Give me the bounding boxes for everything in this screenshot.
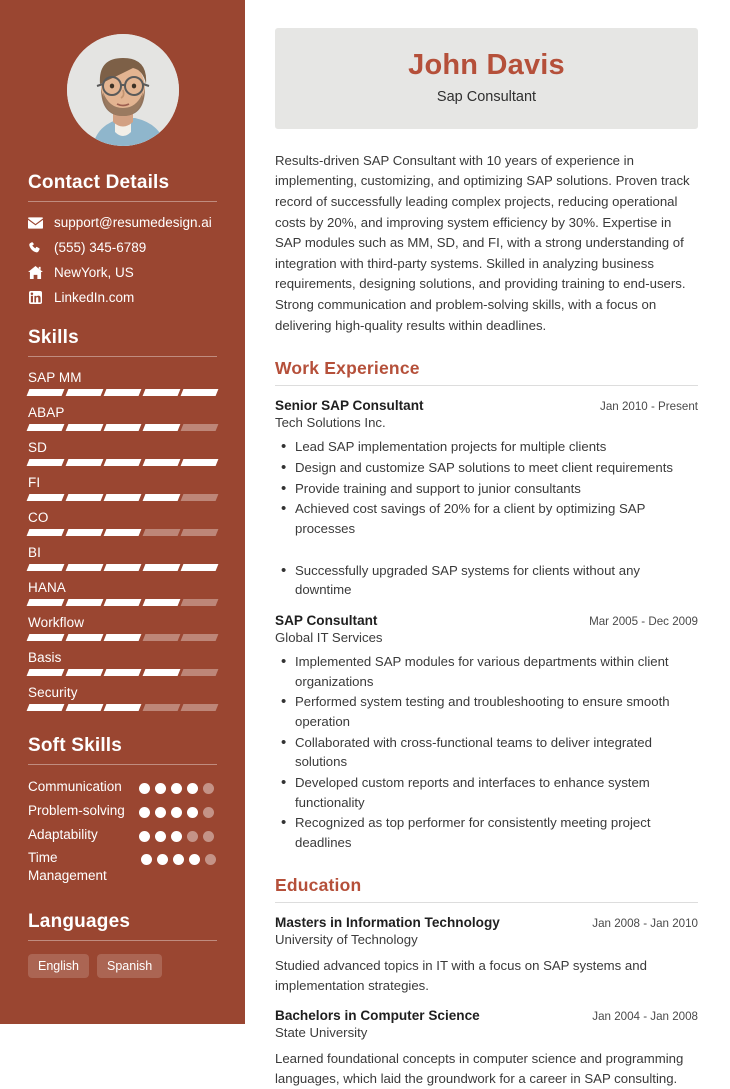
skill-bar-segment — [104, 599, 141, 606]
skill-bar-segment — [65, 669, 102, 676]
skill-bar-segment — [65, 634, 102, 641]
section-divider — [28, 940, 217, 941]
skill-row — [28, 405, 217, 431]
skill-bar-segment — [27, 494, 64, 501]
skill-row — [28, 510, 217, 536]
section-divider — [28, 764, 217, 765]
skill-level-bars — [28, 599, 217, 606]
soft-skill-dot — [139, 783, 150, 794]
page-title: John Davis — [408, 49, 565, 81]
soft-skill-row — [28, 826, 217, 844]
job-role-subtitle: Sap Consultant — [436, 88, 537, 105]
professional-summary: Results-driven SAP Consultant with 10 years of experience in implementing, customizing, and optimizing SAP solutions. Proven track record of successfully leading complex projects, reducing operational costs by 20%, and improving system efficiency by 30%. Expertise in SAP modules such as MM, SD, and FI, with a strong understanding of integration with third-party systems. Skilled in analyzing business requirements, designing solutions, and providing training to end-users. Strong communication and problem-solving skills, with a focus on delivering high-quality results within deadlines. — [275, 152, 690, 333]
contact-linkedin-text: LinkedIn.com — [54, 290, 135, 305]
work-bullet-item: • Design and customize SAP solutions to meet client requirements — [275, 458, 698, 478]
work-entry-title: SAP Consultant — [275, 612, 378, 628]
skill-bar-segment — [104, 529, 141, 536]
education-entry-institution: State University — [275, 1024, 368, 1040]
soft-skill-dot — [173, 854, 184, 865]
bullet-group-spacer — [275, 540, 698, 554]
education-entry-institution: University of Technology — [275, 931, 418, 947]
work-entry-date: Jan 2010 - Present — [600, 400, 698, 414]
skill-row — [28, 440, 217, 466]
work-entry-organization: Global IT Services — [275, 629, 383, 645]
sidebar — [0, 0, 245, 1024]
contact-item-linkedin[interactable] — [28, 290, 217, 305]
skill-bar-segment — [142, 634, 179, 641]
skill-name: Security — [28, 685, 78, 700]
skill-bar-segment — [142, 494, 179, 501]
skill-bar-segment — [104, 704, 141, 711]
section-divider — [28, 356, 217, 357]
work-bullet-item: • Achieved cost savings of 20% for a client by optimizing SAP processes — [275, 499, 698, 538]
contact-location-text: NewYork, US — [54, 265, 134, 280]
work-entry-header — [275, 613, 698, 628]
skill-bar-segment — [104, 669, 141, 676]
soft-skill-dot — [171, 807, 182, 818]
education-entry-date: Jan 2004 - Jan 2008 — [592, 1009, 698, 1023]
skill-bar-segment — [181, 564, 218, 571]
skill-bar-segment — [27, 669, 64, 676]
work-bullet-item: • Collaborated with cross-functional teams to deliver integrated solutions — [275, 733, 698, 772]
soft-skill-dot — [203, 807, 214, 818]
skill-name: FI — [28, 475, 41, 490]
soft-skill-dot — [187, 807, 198, 818]
skill-bar-segment — [27, 424, 64, 431]
contact-list — [28, 215, 217, 305]
soft-skill-name: Adaptability — [28, 826, 98, 842]
contact-email-text: support@resumedesign.ai — [54, 215, 212, 230]
skill-bar-segment — [104, 494, 141, 501]
work-entry-header — [275, 398, 698, 413]
skill-name: ABAP — [28, 405, 65, 420]
skill-bar-segment — [65, 494, 102, 501]
section-divider — [28, 201, 217, 202]
education-entry-header — [275, 915, 698, 930]
skill-row — [28, 545, 217, 571]
skill-bar-segment — [27, 564, 64, 571]
soft-skill-dot — [205, 854, 216, 865]
work-entry — [275, 613, 698, 853]
skill-name: SD — [28, 440, 47, 455]
section-divider — [275, 385, 698, 386]
education-entry-description: Learned foundational concepts in computer science and programming languages, which laid the groundwork for a career in SAP consulting. — [275, 1050, 684, 1086]
skill-row — [28, 650, 217, 676]
skill-bar-segment — [27, 529, 64, 536]
education-entry-title: Bachelors in Computer Science — [275, 1007, 480, 1023]
work-bullet-item: • Implemented SAP modules for various departments within client organizations — [275, 652, 698, 691]
skill-bar-segment — [65, 424, 102, 431]
skill-row — [28, 580, 217, 606]
work-bullet-item: • Developed custom reports and interfaces to enhance system functionality — [275, 773, 698, 812]
contact-item-email[interactable] — [28, 215, 217, 230]
work-bullet-item: • Recognized as top performer for consistently meeting project deadlines — [275, 813, 698, 852]
avatar-container — [0, 0, 245, 172]
skills-heading: Skills — [28, 327, 79, 348]
soft-skill-dot — [187, 831, 198, 842]
skill-name: SAP MM — [28, 370, 82, 385]
soft-skill-dots — [139, 826, 217, 842]
work-entry-bullets-extra — [275, 561, 698, 600]
language-tag: Spanish — [97, 954, 162, 978]
education-entry-list — [275, 915, 698, 1089]
skill-row — [28, 685, 217, 711]
soft-skill-dot — [155, 831, 166, 842]
soft-skill-dot — [155, 783, 166, 794]
linkedin-icon — [28, 291, 43, 304]
work-bullet-item: • Successfully upgraded SAP systems for clients without any downtime — [275, 561, 698, 600]
skill-name: Basis — [28, 650, 62, 665]
skill-bar-segment — [181, 494, 218, 501]
section-divider — [275, 902, 698, 903]
education-entry-header — [275, 1008, 698, 1023]
soft-skill-name: Communication — [28, 779, 122, 794]
skill-bar-segment — [27, 389, 64, 396]
skill-bar-segment — [142, 704, 179, 711]
contact-details-section — [0, 172, 245, 305]
education-heading: Education — [275, 874, 362, 895]
skill-bar-segment — [181, 669, 218, 676]
language-tag-list — [28, 954, 217, 978]
skill-name: BI — [28, 545, 41, 560]
skill-row — [28, 615, 217, 641]
skill-bar-segment — [142, 459, 179, 466]
skill-bar-segment — [27, 459, 64, 466]
soft-skill-dot — [139, 831, 150, 842]
skill-bar-segment — [65, 704, 102, 711]
soft-skill-dot — [171, 783, 182, 794]
education-entry-date: Jan 2008 - Jan 2010 — [592, 916, 698, 930]
skill-level-bars — [28, 459, 217, 466]
soft-skill-dot — [171, 831, 182, 842]
skill-bar-segment — [104, 634, 141, 641]
name-header-card — [275, 28, 698, 129]
skill-level-bars — [28, 669, 217, 676]
skill-bar-segment — [65, 389, 102, 396]
soft-skill-row — [28, 849, 217, 885]
skill-bar-segment — [142, 564, 179, 571]
work-bullet-item: • Performed system testing and troubleshooting to ensure smooth operation — [275, 692, 698, 731]
soft-skill-row — [28, 778, 217, 796]
soft-skill-dot — [187, 783, 198, 794]
skill-bar-segment — [27, 704, 64, 711]
skill-bar-segment — [181, 389, 218, 396]
skill-level-bars — [28, 704, 217, 711]
skill-bar-segment — [142, 389, 179, 396]
languages-heading: Languages — [28, 911, 131, 933]
soft-skills-list — [28, 778, 217, 885]
skill-level-bars — [28, 564, 217, 571]
skill-bar-segment — [65, 599, 102, 606]
skill-bar-segment — [104, 459, 141, 466]
education-entry — [275, 915, 698, 996]
contact-phone-text: (555) 345-6789 — [54, 240, 147, 255]
soft-skill-dot — [203, 831, 214, 842]
home-icon — [28, 266, 43, 279]
skill-bar-segment — [181, 704, 218, 711]
contact-item-location[interactable] — [28, 265, 217, 280]
skill-bar-segment — [181, 424, 218, 431]
skill-level-bars — [28, 529, 217, 536]
phone-icon — [28, 241, 43, 255]
skill-bar-segment — [104, 389, 141, 396]
skills-section — [0, 327, 245, 711]
skill-level-bars — [28, 494, 217, 501]
skill-bar-segment — [65, 564, 102, 571]
work-entry — [275, 398, 698, 600]
soft-skill-dot — [155, 807, 166, 818]
skill-row — [28, 475, 217, 501]
work-experience-heading: Work Experience — [275, 358, 420, 379]
avatar — [67, 34, 179, 146]
skill-bar-segment — [142, 599, 179, 606]
soft-skill-name: Problem-solving — [28, 802, 125, 818]
work-bullet-item: • Lead SAP implementation projects for multiple clients — [275, 437, 698, 457]
soft-skill-dot — [203, 783, 214, 794]
skill-bar-segment — [181, 459, 218, 466]
main-content — [245, 0, 730, 1086]
skill-name: Workflow — [28, 615, 85, 630]
skill-level-bars — [28, 424, 217, 431]
education-entry — [275, 1008, 698, 1089]
soft-skill-row — [28, 802, 217, 820]
skill-bar-segment — [142, 669, 179, 676]
education-entry-description: Studied advanced topics in IT with a focus on SAP systems and implementation strategies. — [275, 957, 647, 993]
skill-name: CO — [28, 510, 49, 525]
contact-item-phone[interactable] — [28, 240, 217, 255]
education-section — [275, 875, 698, 1089]
soft-skill-dot — [139, 807, 150, 818]
skill-row — [28, 370, 217, 396]
skill-bar-segment — [65, 529, 102, 536]
soft-skill-dot — [157, 854, 168, 865]
work-entry-title: Senior SAP Consultant — [275, 398, 424, 414]
work-bullet-item: • Provide training and support to junior consultants — [275, 479, 698, 499]
languages-section — [0, 911, 245, 978]
work-entry-date: Mar 2005 - Dec 2009 — [589, 614, 698, 628]
education-entry-title: Masters in Information Technology — [275, 914, 500, 930]
work-entry-bullets — [275, 437, 698, 538]
language-tag: English — [28, 954, 89, 978]
soft-skill-dots — [139, 778, 217, 794]
skill-bar-segment — [142, 529, 179, 536]
work-entry-organization: Tech Solutions Inc. — [275, 415, 386, 431]
envelope-icon — [28, 217, 43, 229]
soft-skill-dots — [141, 849, 217, 865]
soft-skill-dots — [139, 802, 217, 818]
soft-skills-section — [0, 735, 245, 885]
soft-skill-dot — [189, 854, 200, 865]
skill-bar-segment — [181, 634, 218, 641]
skill-bar-segment — [104, 564, 141, 571]
skill-level-bars — [28, 634, 217, 641]
skill-name: HANA — [28, 580, 66, 595]
work-entry-bullets — [275, 652, 698, 853]
contact-details-heading: Contact Details — [28, 172, 170, 193]
skill-bar-segment — [181, 529, 218, 536]
skill-bar-segment — [181, 599, 218, 606]
work-entry-list — [275, 398, 698, 852]
work-experience-section — [275, 358, 698, 852]
skill-bar-segment — [104, 424, 141, 431]
skill-bar-segment — [65, 459, 102, 466]
soft-skill-name: Time Management — [28, 850, 107, 884]
profile-photo-icon — [67, 34, 179, 146]
soft-skills-heading: Soft Skills — [28, 735, 123, 756]
skills-list — [28, 370, 217, 711]
skill-level-bars — [28, 389, 217, 396]
skill-bar-segment — [27, 599, 64, 606]
skill-bar-segment — [142, 424, 179, 431]
soft-skill-dot — [141, 854, 152, 865]
skill-bar-segment — [27, 634, 64, 641]
